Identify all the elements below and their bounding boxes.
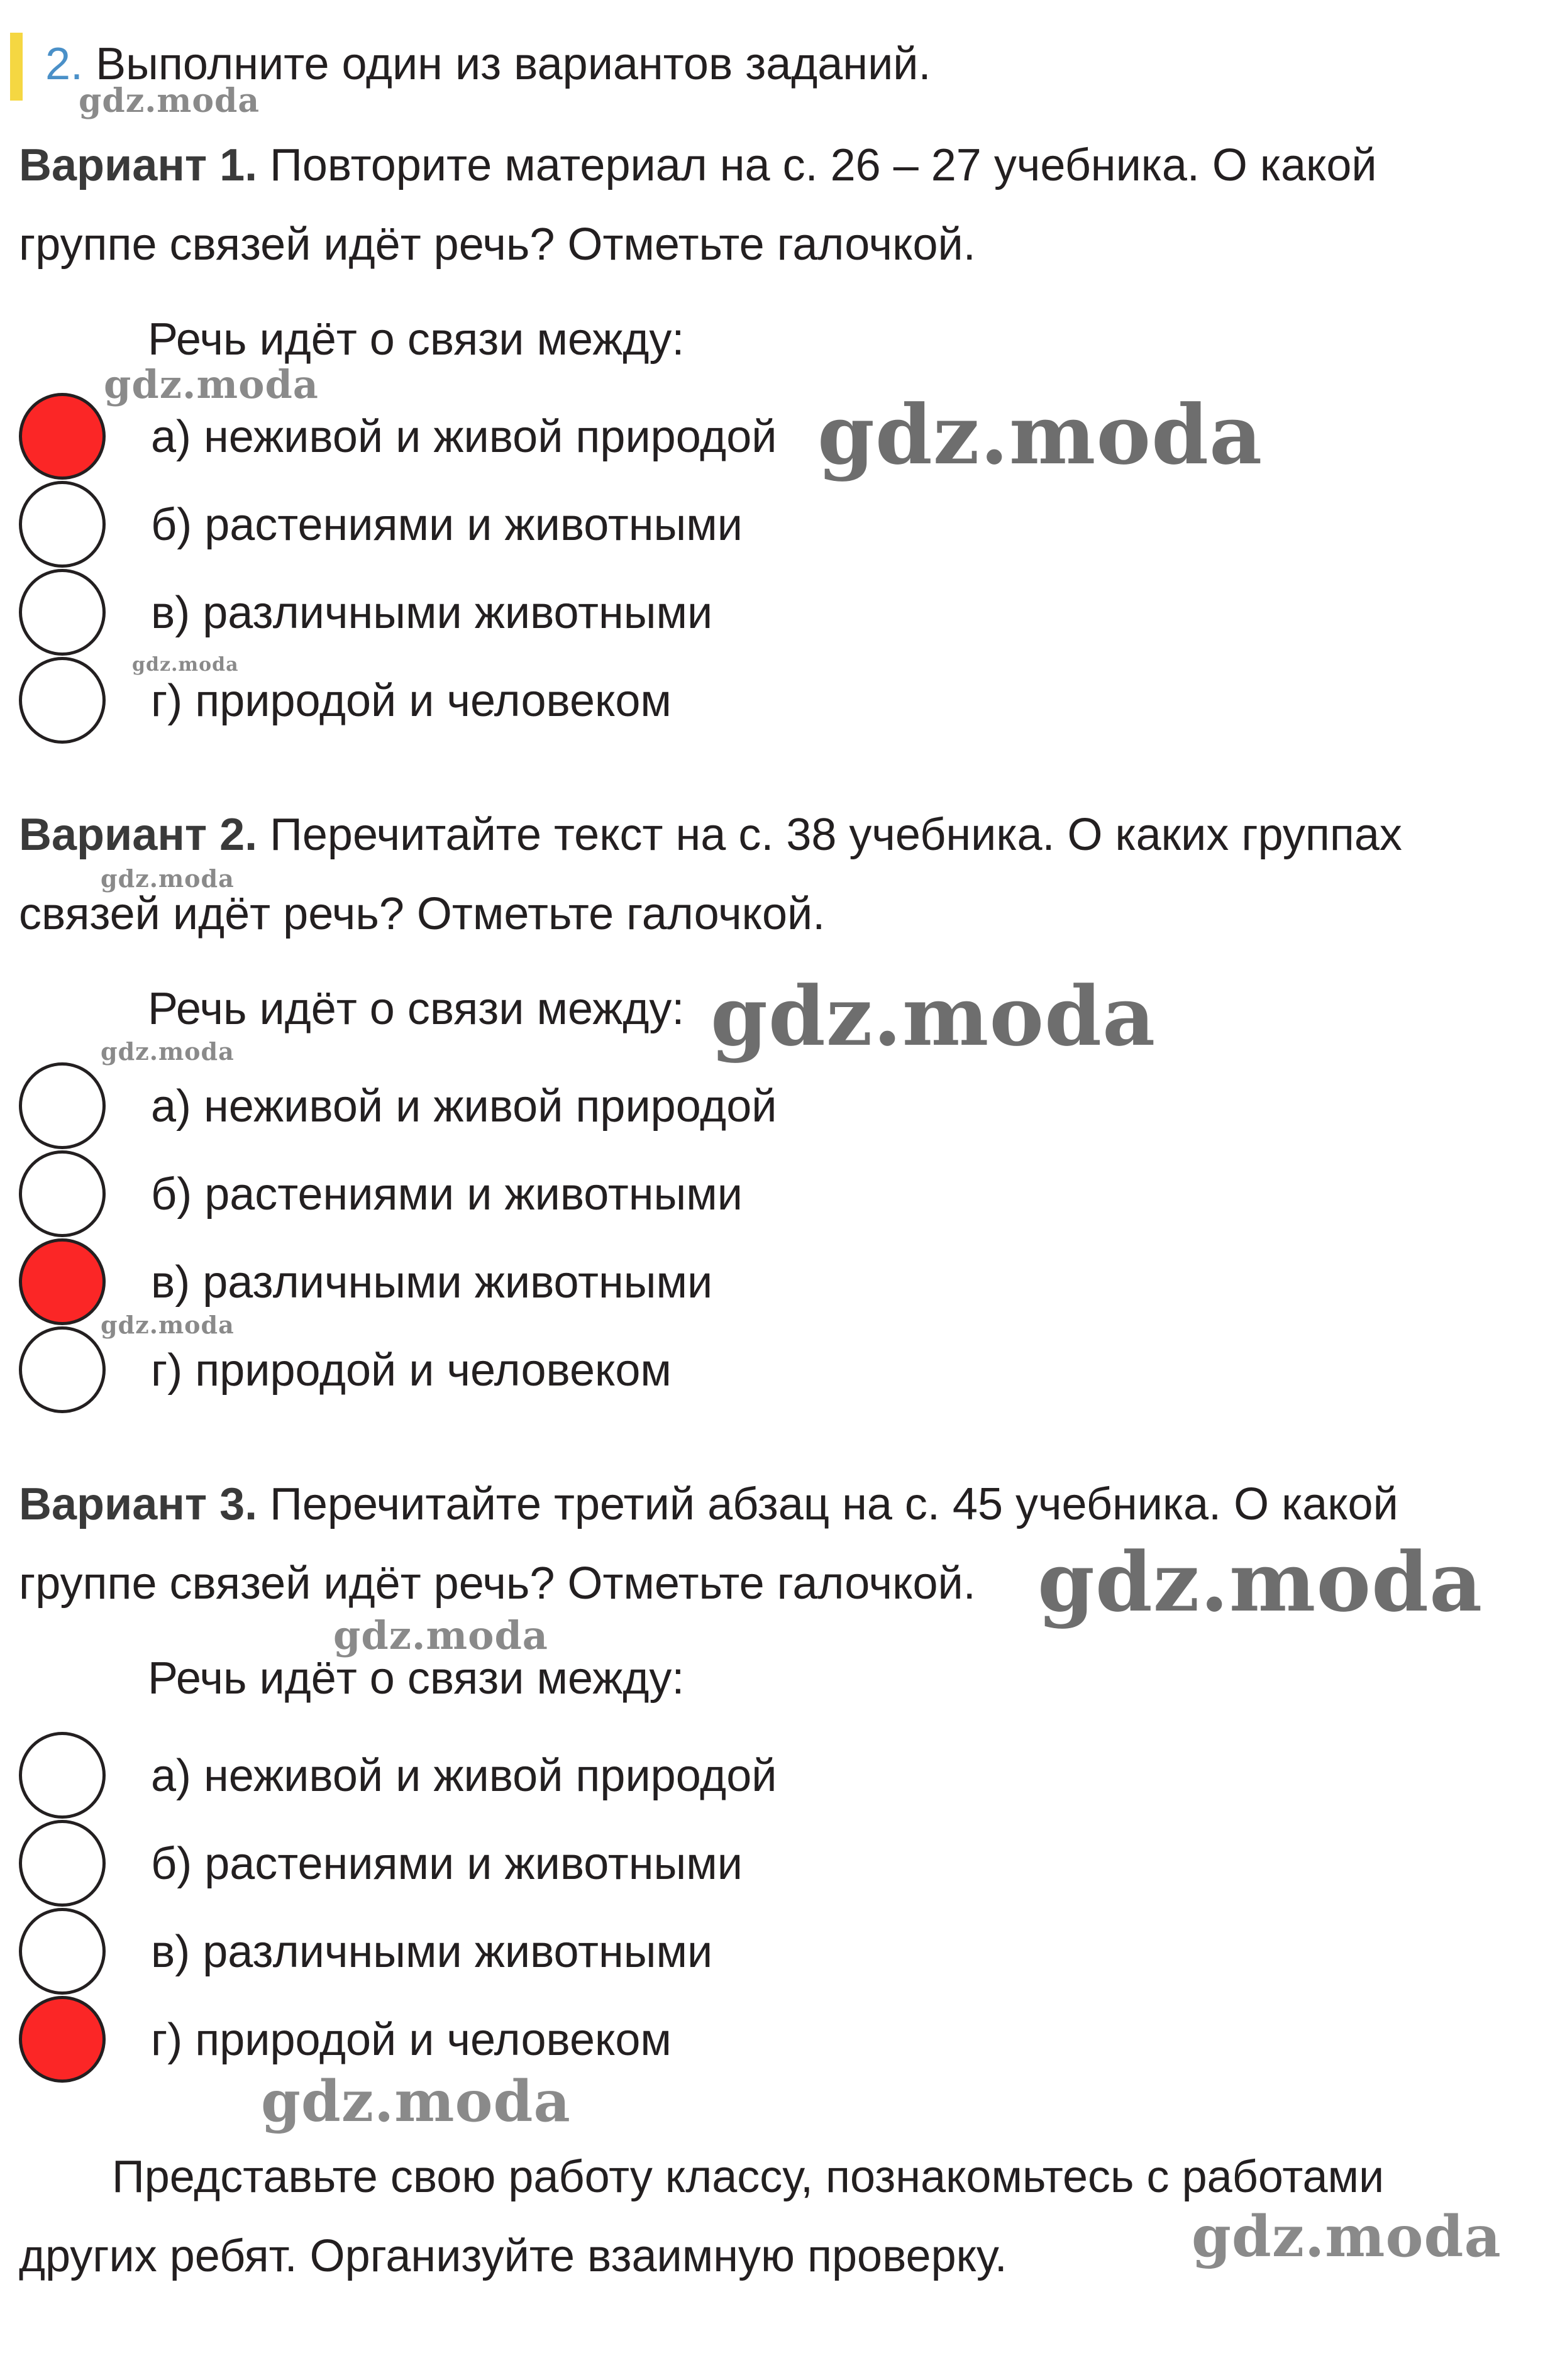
variant-2-option-a: а) неживой и живой природой: [151, 1081, 777, 1132]
variant-2-label: Вариант 2.: [19, 810, 258, 860]
variant-1-lead: Речь идёт о связи между:: [148, 314, 685, 365]
closing-paragraph: [19, 2137, 1384, 2296]
variant-1-instructions: [19, 126, 1377, 284]
variant-3-line2: группе связей идёт речь? Отметьте галочкой.: [19, 1558, 976, 1609]
variant-1-line2: группе связей идёт речь? Отметьте галочкой.: [19, 219, 976, 270]
variant-2-option-d-marker[interactable]: [19, 1326, 106, 1413]
watermark: gdz.moda: [101, 864, 235, 893]
variant-1-option-a: а) неживой и живой природой: [151, 412, 777, 462]
variant-1-option-a-marker[interactable]: [19, 393, 106, 480]
variant-2-option-c: в) различными животными: [151, 1257, 713, 1308]
watermark: gdz.moda: [101, 1311, 235, 1339]
watermark: gdz.moda: [1037, 1534, 1483, 1630]
task-text: Выполните один из вариантов заданий.: [96, 39, 931, 89]
variant-2-option-b-marker[interactable]: [19, 1150, 106, 1237]
watermark: gdz.moda: [101, 1037, 235, 1066]
variant-3-label: Вариант 3.: [19, 1479, 258, 1529]
variant-3-option-d: г) природой и человеком: [151, 2015, 672, 2065]
variant-2-line2: связей идёт речь? Отметьте галочкой.: [19, 889, 826, 939]
variant-3-line1: Перечитайте третий абзац на с. 45 учебника. О какой: [270, 1479, 1398, 1529]
variant-1-option-c-marker[interactable]: [19, 569, 106, 656]
watermark: gdz.moda: [817, 387, 1263, 483]
variant-1-option-c: в) различными животными: [151, 588, 713, 638]
variant-1-label: Вариант 1.: [19, 140, 258, 190]
variant-3-option-b: б) растениями и животными: [151, 1839, 743, 1889]
variant-1-line1: Повторите материал на с. 26 – 27 учебника. О какой: [270, 140, 1377, 190]
accent-bar: [10, 33, 23, 101]
variant-1-option-b: б) растениями и животными: [151, 500, 743, 550]
watermark: gdz.moda: [132, 654, 239, 676]
watermark: gdz.moda: [333, 1612, 548, 1658]
variant-3-option-c: в) различными животными: [151, 1927, 713, 1977]
variant-3-option-c-marker[interactable]: [19, 1908, 106, 1995]
variant-2-option-a-marker[interactable]: [19, 1062, 106, 1149]
watermark: gdz.moda: [1192, 2203, 1502, 2270]
watermark: gdz.moda: [261, 2068, 571, 2135]
variant-3-option-d-marker[interactable]: [19, 1996, 106, 2083]
variant-2-line1: Перечитайте текст на с. 38 учебника. О каких группах: [270, 810, 1402, 860]
variant-2-lead: Речь идёт о связи между:: [148, 984, 685, 1034]
variant-2-option-b: б) растениями и животными: [151, 1169, 743, 1220]
variant-3-option-b-marker[interactable]: [19, 1820, 106, 1907]
variant-3-option-a: а) неживой и живой природой: [151, 1751, 777, 1801]
watermark: gdz.moda: [711, 968, 1156, 1064]
variant-3-lead: Речь идёт о связи между:: [148, 1653, 685, 1704]
variant-1-option-b-marker[interactable]: [19, 481, 106, 568]
closing-line1: Представьте свою работу классу, познакомьтесь с работами: [112, 2152, 1385, 2202]
variant-2-option-d: г) природой и человеком: [151, 1345, 672, 1396]
closing-line2: других ребят. Организуйте взаимную проверку.: [19, 2231, 1007, 2281]
variant-1-option-d: г) природой и человеком: [151, 676, 672, 726]
watermark: gdz.moda: [104, 361, 319, 407]
variant-1-option-d-marker[interactable]: [19, 657, 106, 744]
variant-3-option-a-marker[interactable]: [19, 1732, 106, 1819]
task-number: 2.: [45, 39, 84, 89]
variant-2-option-c-marker[interactable]: [19, 1238, 106, 1325]
watermark: gdz.moda: [79, 82, 260, 120]
